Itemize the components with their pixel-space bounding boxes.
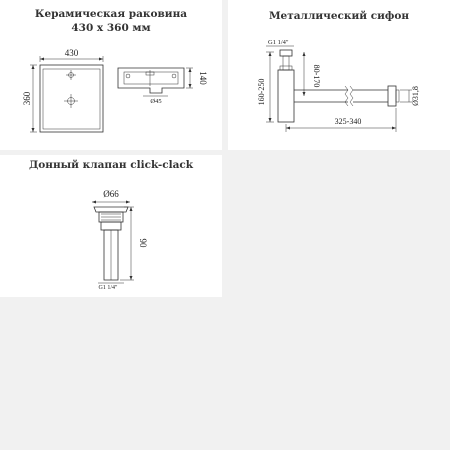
siphon-wall-flange — [388, 86, 396, 106]
sink-bowl-outline — [43, 69, 100, 129]
siphon-pipe-label: Ø31,8 — [411, 86, 420, 106]
sink-title: Керамическая раковина — [34, 8, 188, 20]
sink-side-inner — [124, 72, 178, 84]
valve-nut — [101, 222, 121, 230]
sink-depth-label: 140 — [198, 71, 208, 85]
sink-drawing — [0, 0, 222, 150]
valve-drawing — [0, 155, 222, 297]
side-overflow-right — [172, 74, 176, 78]
sink-drain-label: Ø45 — [150, 98, 162, 105]
siphon-height-label: 160-250 — [257, 78, 266, 106]
sink-panel — [0, 0, 222, 150]
siphon-drawing — [228, 0, 450, 150]
sink-height-label: 360 — [22, 91, 32, 106]
valve-panel — [0, 155, 222, 297]
siphon-tailpiece — [283, 56, 289, 70]
side-overflow-left — [126, 74, 130, 78]
siphon-adjust-label: 80-170 — [312, 64, 321, 88]
valve-thread-label: G1 1/4" — [98, 285, 118, 291]
siphon-length-label: 325-340 — [334, 117, 362, 126]
siphon-panel — [228, 0, 450, 150]
siphon-body — [278, 70, 294, 122]
siphon-top-nut — [280, 50, 292, 56]
valve-diameter-label: Ø66 — [103, 189, 119, 199]
sink-subtitle: 430 х 360 мм — [71, 22, 151, 34]
sink-width-label: 430 — [64, 48, 79, 58]
valve-title: Донный клапан click-clack — [28, 159, 194, 171]
valve-height-label: 90 — [138, 238, 148, 248]
siphon-thread-label: G1 1/4" — [268, 39, 289, 46]
siphon-title: Металлический сифон — [268, 10, 410, 22]
valve-cap — [94, 207, 128, 212]
